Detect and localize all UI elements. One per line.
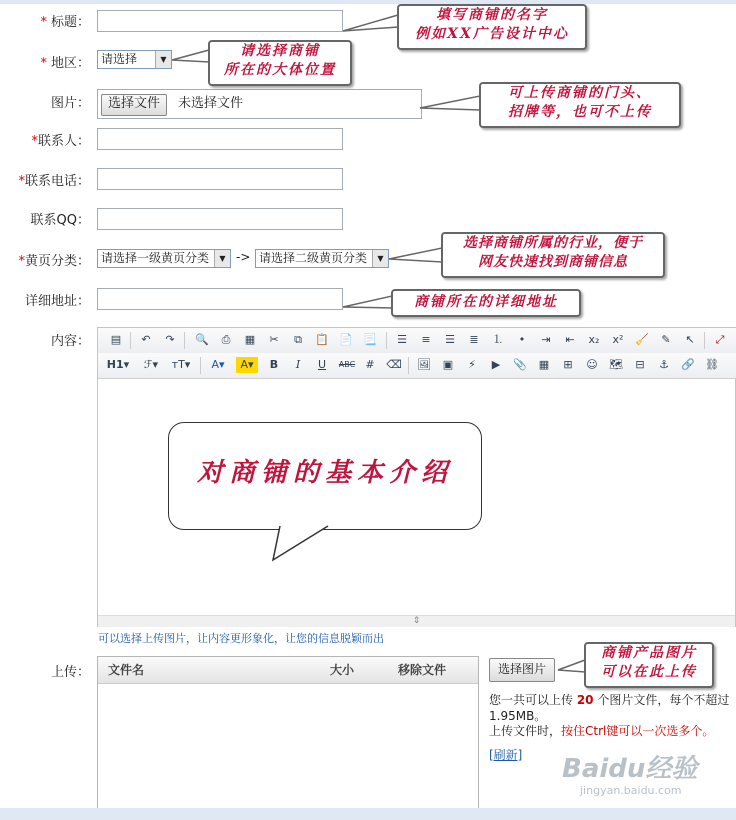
font-family-button[interactable]: ℱ▾ (143, 358, 159, 371)
emoticon-icon[interactable]: ☺ (586, 358, 598, 371)
required-star: * (40, 15, 47, 30)
toolbar-separator (184, 332, 185, 349)
toolbar-separator (408, 357, 409, 374)
upload-tip-text: 上传文件时，按住Ctrl键可以一次选多个。 (489, 724, 715, 738)
link-icon[interactable]: 🔗 (681, 358, 695, 371)
required-star: * (18, 174, 25, 189)
undo-icon[interactable]: ↶ (141, 333, 151, 346)
heading-button[interactable]: H1▾ (106, 358, 130, 371)
attachment-icon[interactable]: 📎 (513, 358, 527, 371)
toolbar-separator (200, 357, 201, 374)
image-callout-pointer (420, 96, 480, 110)
align-center-icon[interactable]: ≡ (421, 333, 431, 346)
col-size: 大小 (330, 663, 355, 677)
contact-label: *联系人： (31, 134, 90, 149)
image-label: 图片： (50, 96, 90, 111)
cursor-icon[interactable]: ↖ (685, 333, 695, 346)
upload-size-text: 1.95MB。 (489, 709, 547, 723)
print-icon[interactable]: ⎙ (221, 333, 231, 346)
cut-icon[interactable]: ✂ (269, 333, 279, 346)
insert-image-icon[interactable]: 🖼 (417, 358, 431, 371)
indent-icon[interactable]: ⇥ (541, 333, 551, 346)
category-label: *黄页分类： (18, 254, 90, 269)
highlight-color-button[interactable]: A▾ (236, 357, 258, 373)
region-callout: 请选择商铺 所在的大体位置 (208, 40, 352, 86)
address-label: 详细地址： (24, 294, 90, 309)
subscript-icon[interactable]: x₂ (588, 333, 600, 346)
title-callout-pointer (343, 15, 398, 31)
col-remove: 移除文件 (398, 663, 447, 677)
paste-icon[interactable]: 📋 (315, 333, 329, 346)
unordered-list-icon[interactable]: • (518, 333, 526, 346)
required-star: * (40, 56, 47, 71)
address-callout-pointer (343, 296, 392, 308)
bottom-bar (0, 808, 736, 820)
align-left-icon[interactable]: ☰ (397, 333, 407, 346)
strikethrough-button[interactable]: ABC (338, 360, 356, 369)
map-icon[interactable]: 🗺 (609, 358, 623, 371)
chevron-down-icon: ▼ (155, 51, 171, 68)
choose-file-button[interactable]: 选择文件 (101, 94, 167, 116)
table-icon[interactable]: ▦ (538, 358, 550, 371)
justify-icon[interactable]: ≣ (469, 333, 479, 346)
col-filename: 文件名 (108, 663, 145, 677)
flash-icon[interactable]: ⚡ (468, 358, 476, 371)
required-star: * (18, 254, 25, 269)
bubble-tail (268, 523, 338, 563)
upload-count: 20 (576, 693, 594, 707)
preview-icon[interactable]: 🔍 (195, 333, 209, 346)
file-status: 未选择文件 (178, 96, 244, 111)
category-callout-pointer (389, 248, 442, 262)
toolbar-separator (130, 332, 131, 349)
superscript-icon[interactable]: x² (612, 333, 624, 346)
image-callout: 可上传商铺的门头、 招牌等，也可不上传 (479, 82, 681, 128)
font-color-button[interactable]: A▾ (211, 358, 225, 371)
copy-icon[interactable]: ⧉ (294, 333, 302, 346)
toolbar-separator (386, 332, 387, 349)
source-icon[interactable]: ▤ (110, 333, 122, 346)
chevron-down-icon: ▼ (214, 250, 230, 267)
underline-button[interactable]: U (317, 358, 327, 371)
editor-toolbar-row2 (98, 353, 736, 379)
upload-table-header (98, 657, 478, 684)
address-callout: 商铺所在的详细地址 (391, 289, 581, 317)
content-bubble-callout: 对商铺的基本介绍 (168, 422, 482, 530)
insert-row-icon[interactable]: ⊞ (563, 358, 573, 371)
choose-image-button[interactable]: 选择图片 (489, 658, 555, 682)
upload-label: 上传： (50, 665, 90, 680)
template-icon[interactable]: ▦ (244, 333, 256, 346)
anchor-icon[interactable]: ⚓ (659, 358, 669, 371)
clear-format-icon[interactable]: 🧹 (635, 333, 649, 346)
chevron-down-icon: ▼ (372, 250, 388, 267)
font-size-button[interactable]: тT▾ (171, 358, 191, 371)
italic-button[interactable]: I (295, 358, 301, 371)
refresh-link[interactable]: [刷新] (489, 748, 523, 762)
category-level2-select[interactable]: 请选择二级黄页分类 ▼ (255, 249, 389, 268)
paste-text-icon[interactable]: 📄 (339, 333, 353, 346)
qq-label: 联系QQ： (30, 213, 90, 228)
unlink-icon[interactable]: ⛓ (705, 358, 719, 371)
media-icon[interactable]: ▶ (491, 358, 501, 371)
watermark-url: jingyan.baidu.com (580, 784, 682, 797)
category-level1-select[interactable]: 请选择一级黄页分类 ▼ (97, 249, 231, 268)
multi-image-icon[interactable]: ▣ (442, 358, 454, 371)
phone-label: *联系电话： (18, 174, 90, 189)
align-right-icon[interactable]: ☰ (445, 333, 455, 346)
required-star: * (31, 134, 38, 149)
rich-text-editor[interactable] (97, 327, 736, 627)
redo-icon[interactable]: ↷ (165, 333, 175, 346)
region-label: * 地区： (40, 56, 90, 71)
horizontal-rule-icon[interactable]: # (365, 358, 375, 371)
upload-callout: 商铺产品图片 可以在此上传 (584, 642, 714, 688)
fullscreen-icon[interactable]: ⤢ (715, 333, 725, 346)
title-callout: 填写商铺的名字 例如XX广告设计中心 (397, 4, 587, 50)
page-break-icon[interactable]: ⊟ (635, 358, 645, 371)
region-select[interactable]: 请选择 ▼ (97, 50, 172, 69)
outdent-icon[interactable]: ⇤ (565, 333, 575, 346)
region-callout-pointer (172, 50, 209, 62)
baidu-watermark: Baidu经验 (562, 754, 698, 784)
category-arrow: -> (236, 250, 251, 264)
title-label: * 标题： (40, 15, 90, 30)
toolbar-separator (704, 332, 705, 349)
editor-toolbar-row1 (98, 328, 736, 353)
select-all-icon[interactable]: ✎ (661, 333, 671, 346)
category-callout: 选择商铺所属的行业，便于 网友快速找到商铺信息 (441, 232, 665, 278)
bold-button[interactable]: B (269, 358, 279, 371)
upload-file-table (97, 656, 479, 810)
upload-callout-pointer (558, 660, 585, 672)
ordered-list-icon[interactable]: ⒈ (492, 333, 504, 346)
upload-limit-text: 您一共可以上传 20 个图片文件，每个不超过 (489, 693, 730, 707)
paste-word-icon[interactable]: 📃 (363, 333, 377, 346)
eraser-icon[interactable]: ⌫ (386, 358, 402, 371)
content-label: 内容： (50, 334, 90, 349)
editor-resize-handle[interactable]: ⇕ (98, 615, 735, 627)
editor-hint: 可以选择上传图片，让内容更形象化，让您的信息脱颖而出 (98, 632, 384, 645)
